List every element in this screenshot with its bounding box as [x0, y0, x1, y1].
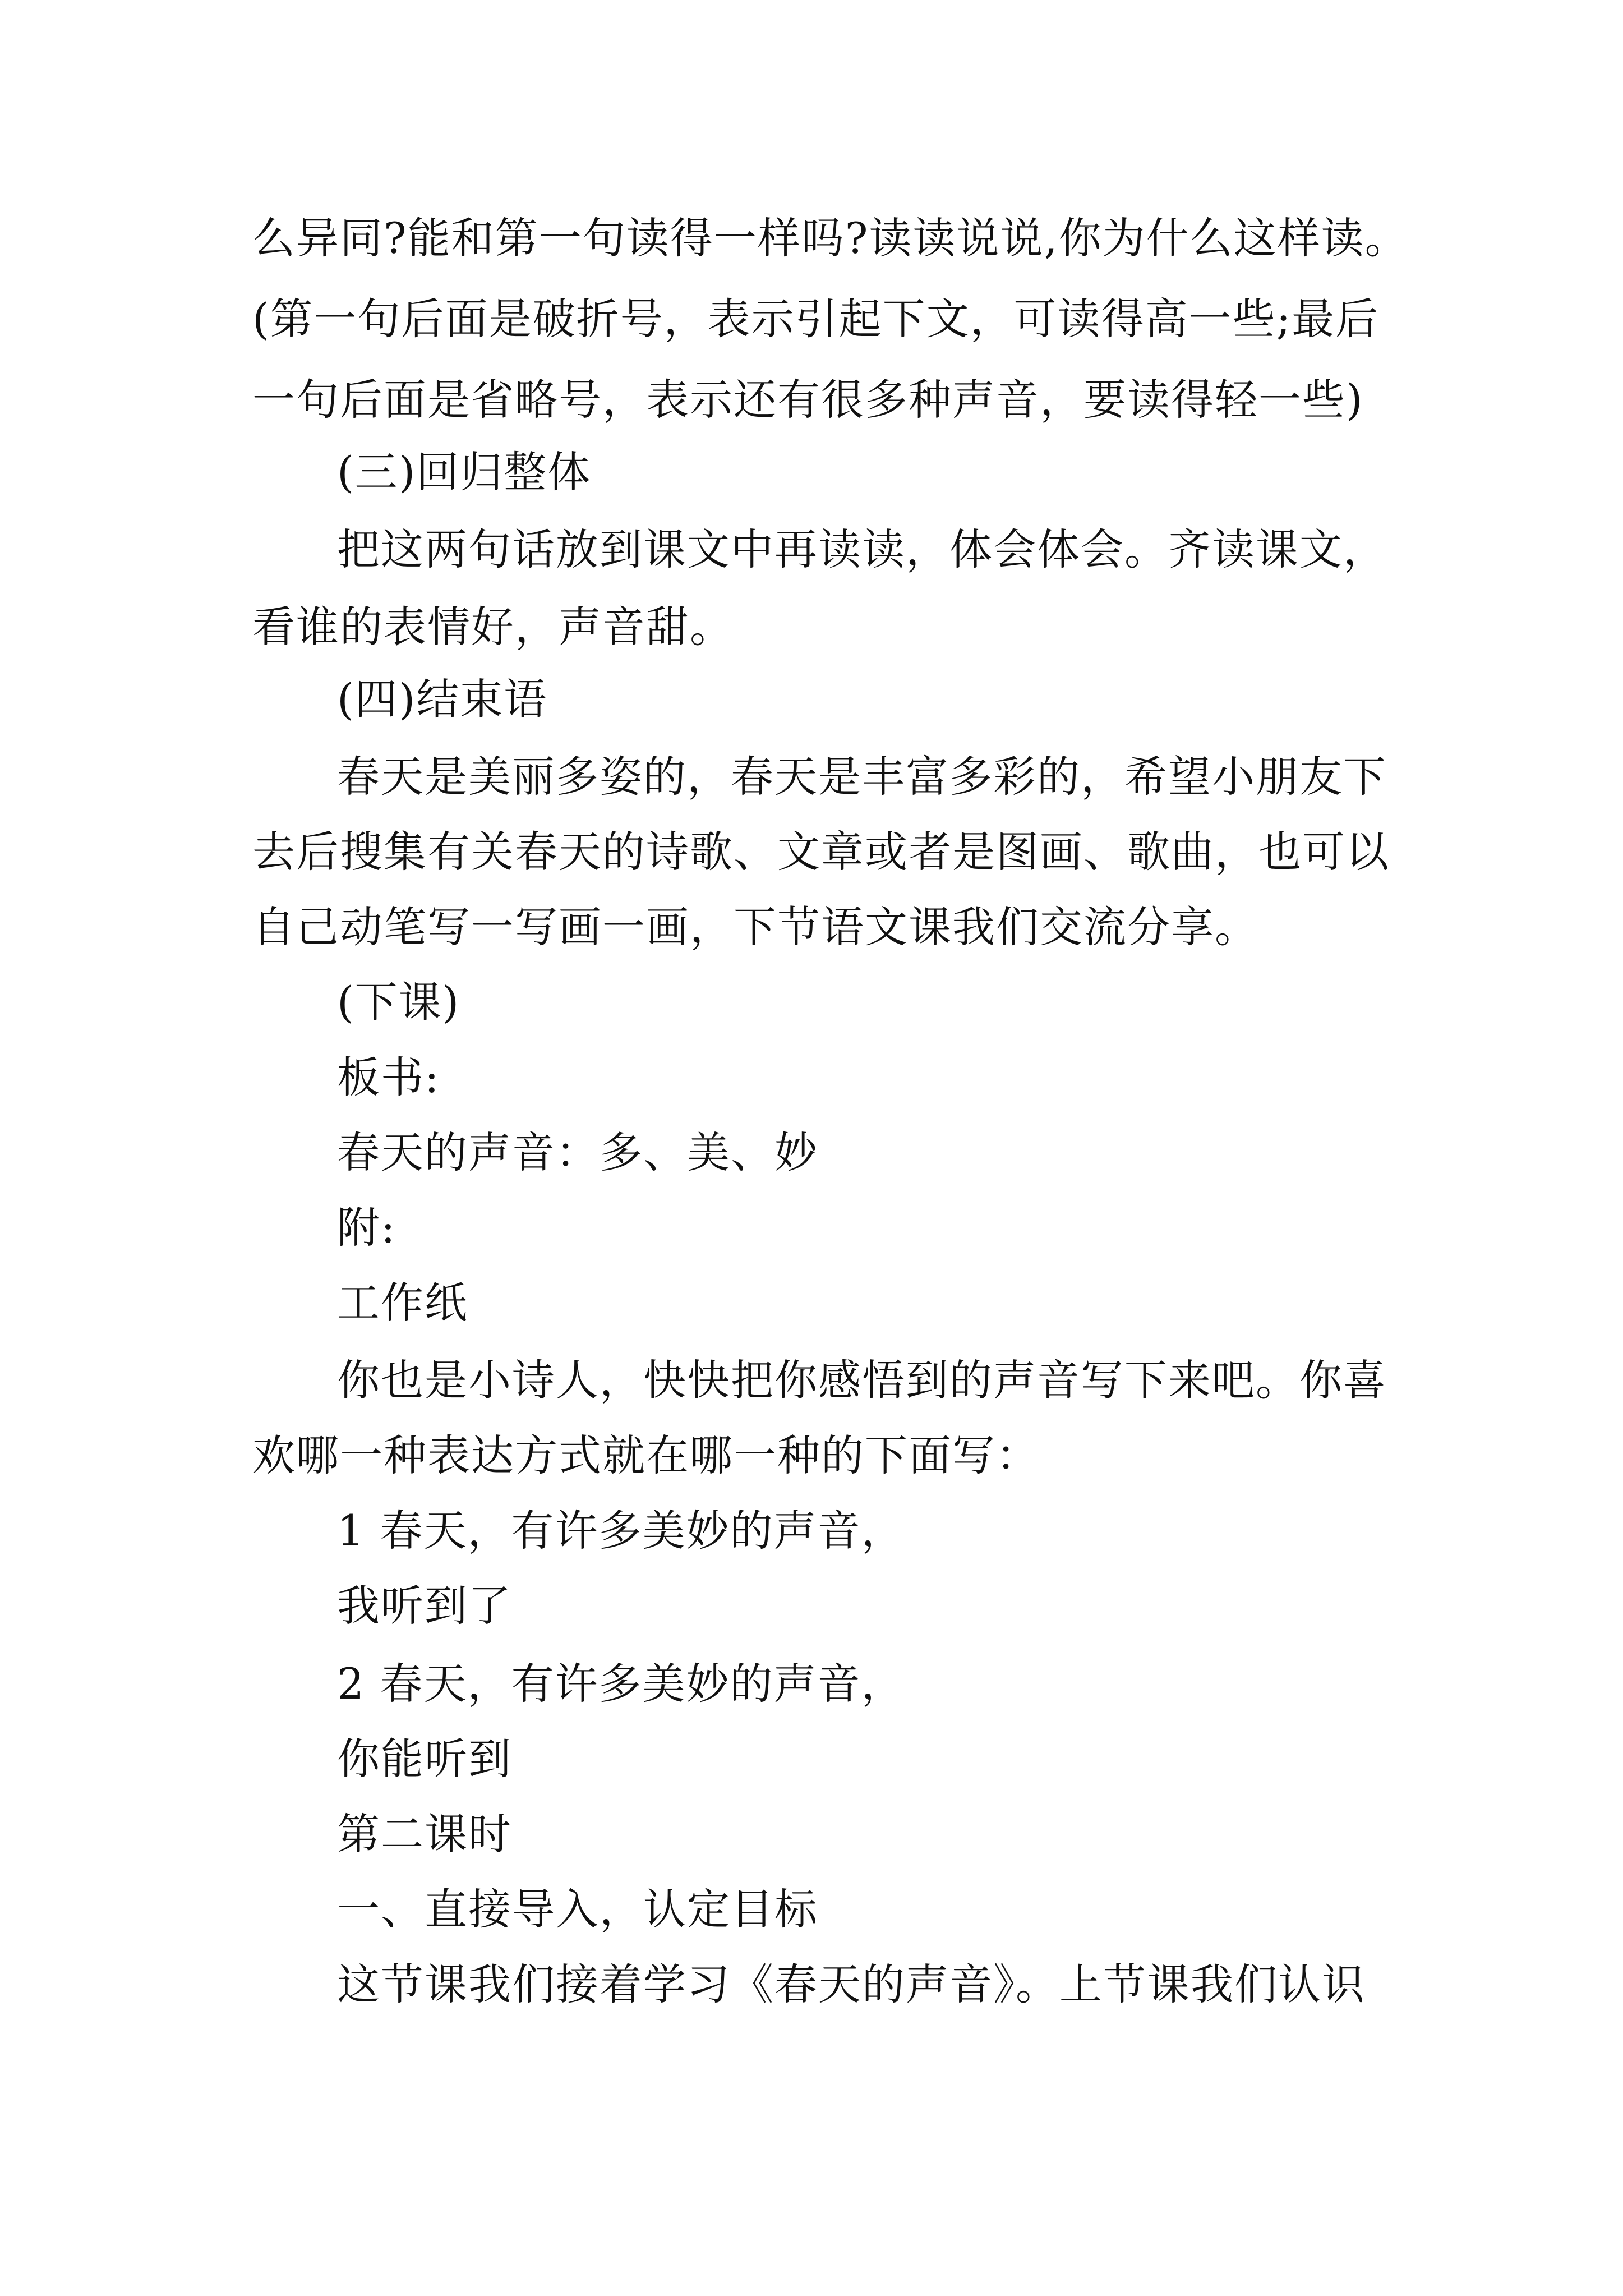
text-line: 一句后面是省略号，表示还有很多种声音，要读得轻一些) [252, 375, 1364, 425]
text-line: (下课) [337, 977, 460, 1027]
text-line: 这节课我们接着学习《春天的声音》。上节课我们认识 [337, 1959, 1366, 2009]
text-line: 么异同?能和第一句读得一样吗?读读说说,你为什么这样读。 [252, 213, 1409, 263]
text-line: 春天是美丽多姿的，春天是丰富多彩的，希望小朋友下 [337, 752, 1387, 802]
text-line: (第一句后面是破折号，表示引起下文，可读得高一些;最后 [252, 294, 1380, 344]
text-line: 我听到了 [337, 1581, 512, 1631]
text-line: 工作纸 [337, 1278, 468, 1328]
section-heading: (四)结束语 [337, 674, 548, 724]
text-line: 去后搜集有关春天的诗歌、文章或者是图画、歌曲，也可以 [252, 827, 1390, 877]
section-heading: 一、直接导入，认定目标 [337, 1884, 818, 1934]
text-line: 春天的声音：多、美、妙 [337, 1128, 818, 1177]
text-line: 看谁的表情好，声音甜。 [252, 602, 734, 652]
text-line: 附: [337, 1203, 396, 1253]
text-line: 你也是小诗人，快快把你感悟到的声音写下来吧。你喜 [337, 1355, 1387, 1405]
section-heading: 第二课时 [337, 1809, 512, 1859]
text-line: 1 春天，有许多美妙的声音， [337, 1506, 905, 1556]
text-line: 板书: [337, 1052, 440, 1102]
text-line: 欢哪一种表达方式就在哪一种的下面写： [252, 1430, 1040, 1480]
text-line: 2 春天，有许多美妙的声音， [337, 1659, 905, 1709]
text-line: 自己动笔写一写画一画，下节语文课我们交流分享。 [252, 902, 1258, 952]
section-heading: (三)回归整体 [337, 447, 592, 497]
text-line: 你能听到 [337, 1734, 512, 1784]
text-line: 把这两句话放到课文中再读读，体会体会。齐读课文， [337, 524, 1387, 574]
